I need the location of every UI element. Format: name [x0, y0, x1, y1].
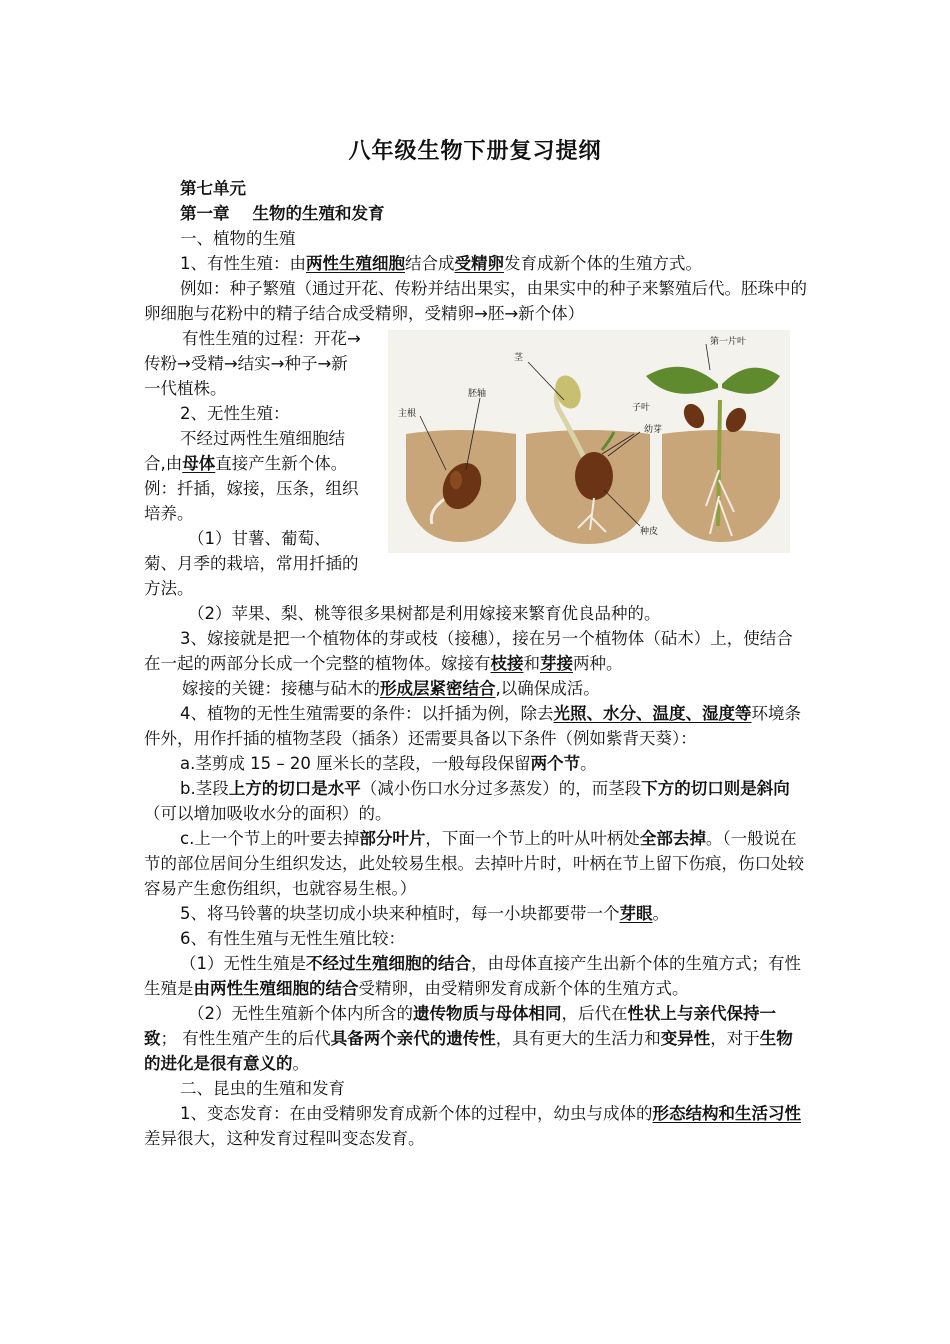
paragraph-metamorphosis: 1、变态发育：在由受精卵发育成新个体的过程中，幼虫与成体的形态结构和生活习性差异很大，这种发育过程叫变态发育。 [144, 1104, 801, 1148]
label-seed-coat: 种皮 [640, 527, 659, 537]
paragraph-condition-a: a.茎剪成 15 – 20 厘米长的茎段，一般每段保留两个节。 [180, 754, 597, 773]
label-first-leaf: 第一片叶 [710, 337, 747, 347]
paragraph-seed-example: 例如：种子繁殖（通过开花、传粉并结出果实，由果实中的种子来繁殖后代。胚珠中的卵细胞与花粉中的精子结合成受精卵，受精卵→胚→新个体） [144, 279, 807, 323]
paragraph-cutting-conditions: 4、植物的无性生殖需要的条件：以扦插为例，除去光照、水分、温度、湿度等环境条件外，用作扦插的植物茎段（插条）还需要具备以下条件（例如紫背天葵）： [144, 704, 801, 748]
label-plumule: 幼芽 [644, 425, 663, 435]
paragraph-grafting-key: 嫁接的关键：接穗与砧木的形成层紧密结合,以确保成活。 [182, 679, 600, 698]
paragraph-sexual-reproduction: 1、有性生殖：由两性生殖细胞结合成受精卵发育成新个体的生殖方式。 [180, 254, 702, 273]
paragraph-comparison-heading: 6、有性生殖与无性生殖比较： [180, 929, 405, 948]
paragraph-asexual-definition: 不经过两性生殖细胞结合,由母体直接产生新个体。例：扦插，嫁接，压条，组织培养。 [144, 429, 359, 523]
paragraph-sexual-process: 有性生殖的过程：开花→传粉→受精→结实→种子→新一代植株。 [144, 329, 361, 398]
paragraph-grafting-examples: （2）苹果、梨、桃等很多果树都是利用嫁接来繁育优良品种的。 [188, 604, 661, 623]
chapter-heading: 第一章 生物的生殖和发育 [180, 204, 385, 223]
paragraph-potato: 5、将马铃薯的块茎切成小块来种植时，每一小块都要带一个芽眼。 [180, 904, 669, 923]
document-title: 八年级生物下册复习提纲 [348, 139, 602, 164]
paragraph-condition-c: c.上一个节上的叶要去掉部分叶片，下面一个节上的叶从叶柄处全部去掉。（一般说在节的部位居间分生组织发达，此处较易生根。去掉叶片时，叶柄在节上留下伤痕，伤口处较容易产生愈伤组织，也就容易生根。） [144, 829, 804, 898]
paragraph-grafting-definition: 3、嫁接就是把一个植物体的芽或枝（接穗），接在另一个植物体（砧木）上，使结合在一起的两部分长成一个完整的植物体。嫁接有枝接和芽接两种。 [144, 629, 793, 673]
label-cotyledon: 子叶 [632, 403, 651, 413]
label-stem: 茎 [514, 353, 524, 363]
document-body [144, 176, 808, 1151]
seed-germination-figure [388, 330, 790, 553]
section-heading-1: 一、植物的生殖 [180, 229, 296, 248]
paragraph-condition-b: b.茎段上方的切口是水平（减小伤口水分过多蒸发）的，而茎段下方的切口则是斜向（可以增加吸收水分的面积）的。 [144, 779, 790, 823]
label-main-root: 主根 [398, 409, 417, 419]
label-hypocotyl: 胚轴 [468, 389, 487, 399]
unit-heading: 第七单元 [180, 179, 246, 198]
paragraph-cutting-examples: （1）甘薯、葡萄、菊、月季的栽培，常用扦插的方法。 [144, 529, 359, 598]
paragraph-comparison-1: （1）无性生殖是不经过生殖细胞的结合，由母体直接产生出新个体的生殖方式；有性生殖是由两性生殖细胞的结合受精卵，由受精卵发育成新个体的生殖方式。 [144, 954, 801, 998]
paragraph-asexual-heading: 2、无性生殖： [180, 404, 290, 423]
paragraph-comparison-2: （2）无性生殖新个体内所含的遗传物质与母体相同，后代在性状上与亲代保持一致； 有性生殖产生的后代具备两个亲代的遗传性，具有更大的生活力和变异性，对于生物的进化是很有意义的。 [144, 1004, 793, 1073]
section-heading-2: 二、昆虫的生殖和发育 [180, 1079, 345, 1098]
